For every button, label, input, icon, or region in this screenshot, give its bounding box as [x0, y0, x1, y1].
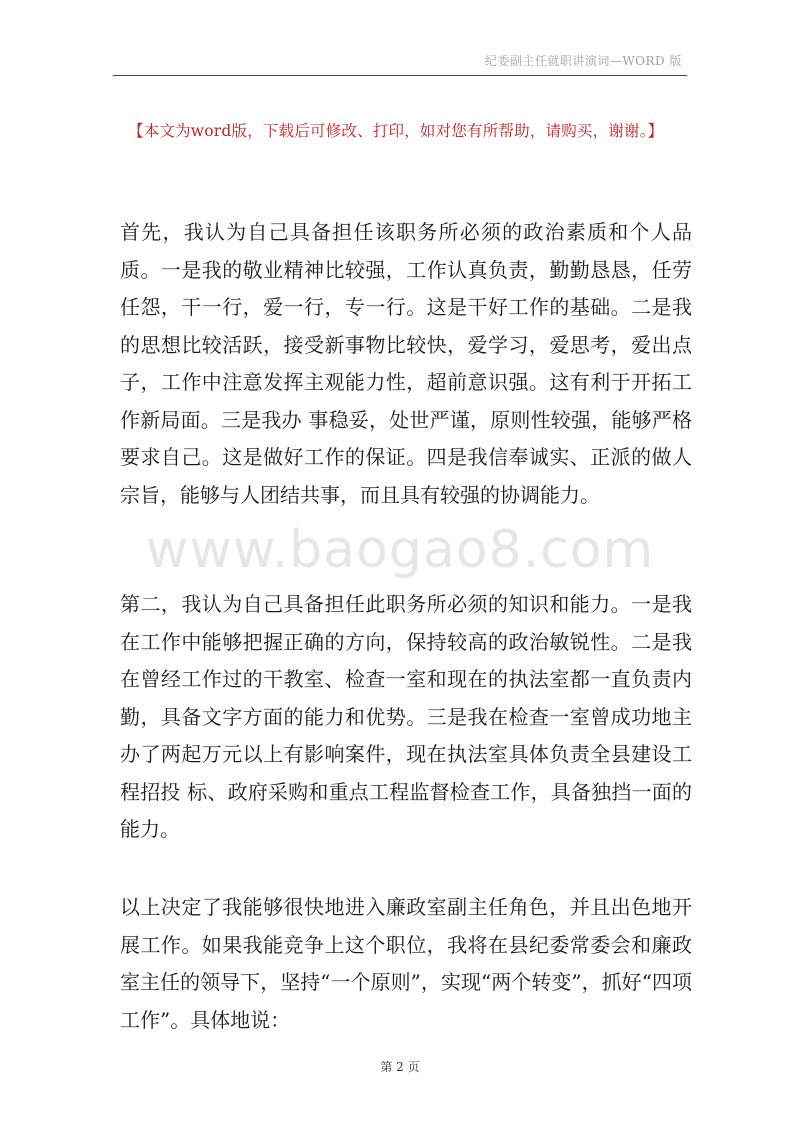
paragraph-plan: 以上决定了我能够很快地进入廉政室副主任角色，并且出色地开展工作。如果我能竞争上这个职位，我将在县纪委常委会和廉政室主任的领导下，坚持“一个原则”，实现“两个转变”，抓好“四项工作”。具体地说：	[120, 895, 692, 1032]
purchase-notice: 【本文为word版，下载后可修改、打印，如对您有所帮助，请购买，谢谢。】	[128, 122, 664, 140]
page-number: 第 2 页	[380, 1060, 420, 1074]
page-header-title: 纪委副主任就职讲演词—WORD 版	[484, 54, 682, 68]
paragraph-abilities: 第二，我认为自己具备担任此职务所必须的知识和能力。一是我在工作中能够把握正确的方向，保持较高的政治敏锐性。二是我在曾经工作过的干教室、检查一室和现在的执法室都一直负责内勤，具备文字方面的能力和优势。三是我在检查一室曾成功地主办了两起万元以上有影响案件，现在执法室具体负责全县建设工程招投 标、政府采购和重点工程监督检查工作，具备独挡一面的能力。	[120, 592, 692, 841]
watermark: www.baogao8.com	[145, 520, 655, 580]
header-divider	[113, 75, 687, 76]
paragraph-qualities: 首先，我认为自己具备担任该职务所必须的政治素质和个人品质。一是我的敬业精神比较强，工作认真负责，勤勤恳恳，任劳任怨，干一行，爱一行，专一行。这是干好工作的基础。二是我的思想比较活跃，接受新事物比较快，爱学习，爱思考，爱出点子，工作中注意发挥主观能力性，超前意识强。这有利于开拓工作新局面。三是我办 事稳妥，处世严谨，原则性较强，能够严格要求自己。这是做好工作的保证。四是我信奉诚实、正派的做人宗旨，能够与人团结共事，而且具有较强的协调能力。	[120, 220, 692, 507]
